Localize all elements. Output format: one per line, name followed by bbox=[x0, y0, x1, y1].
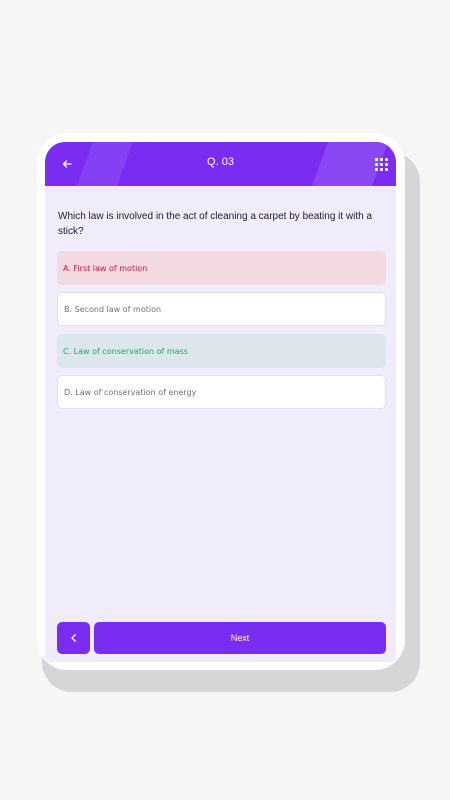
grid-icon bbox=[380, 158, 383, 161]
grid-icon bbox=[385, 158, 388, 161]
header-bar bbox=[45, 142, 396, 186]
option-label: C. Law of conservation of mass bbox=[63, 346, 188, 356]
previous-button[interactable] bbox=[57, 622, 90, 654]
grid-icon bbox=[380, 168, 383, 171]
grid-icon bbox=[375, 158, 378, 161]
option-b[interactable] bbox=[57, 292, 386, 326]
option-a[interactable] bbox=[57, 251, 386, 285]
grid-icon bbox=[385, 163, 388, 166]
option-label: D. Law of conservation of energy bbox=[64, 387, 197, 397]
grid-menu-button[interactable] bbox=[373, 156, 389, 172]
grid-icon bbox=[380, 163, 383, 166]
grid-icon bbox=[385, 168, 388, 171]
option-label: A. First law of motion bbox=[63, 263, 148, 273]
grid-icon bbox=[375, 168, 378, 171]
question-number: Q. 03 bbox=[207, 156, 234, 168]
option-c[interactable] bbox=[57, 334, 386, 368]
question-text: Which law is involved in the act of cleaning a carpet by beating it with a stick? bbox=[58, 211, 373, 237]
quiz-screen bbox=[45, 142, 396, 662]
footer-nav bbox=[45, 622, 396, 654]
grid-icon bbox=[375, 163, 378, 166]
next-button[interactable]: Next bbox=[94, 622, 386, 654]
chevron-left-icon bbox=[70, 633, 78, 643]
option-label: B. Second law of motion bbox=[64, 304, 162, 314]
option-d[interactable] bbox=[57, 375, 386, 409]
